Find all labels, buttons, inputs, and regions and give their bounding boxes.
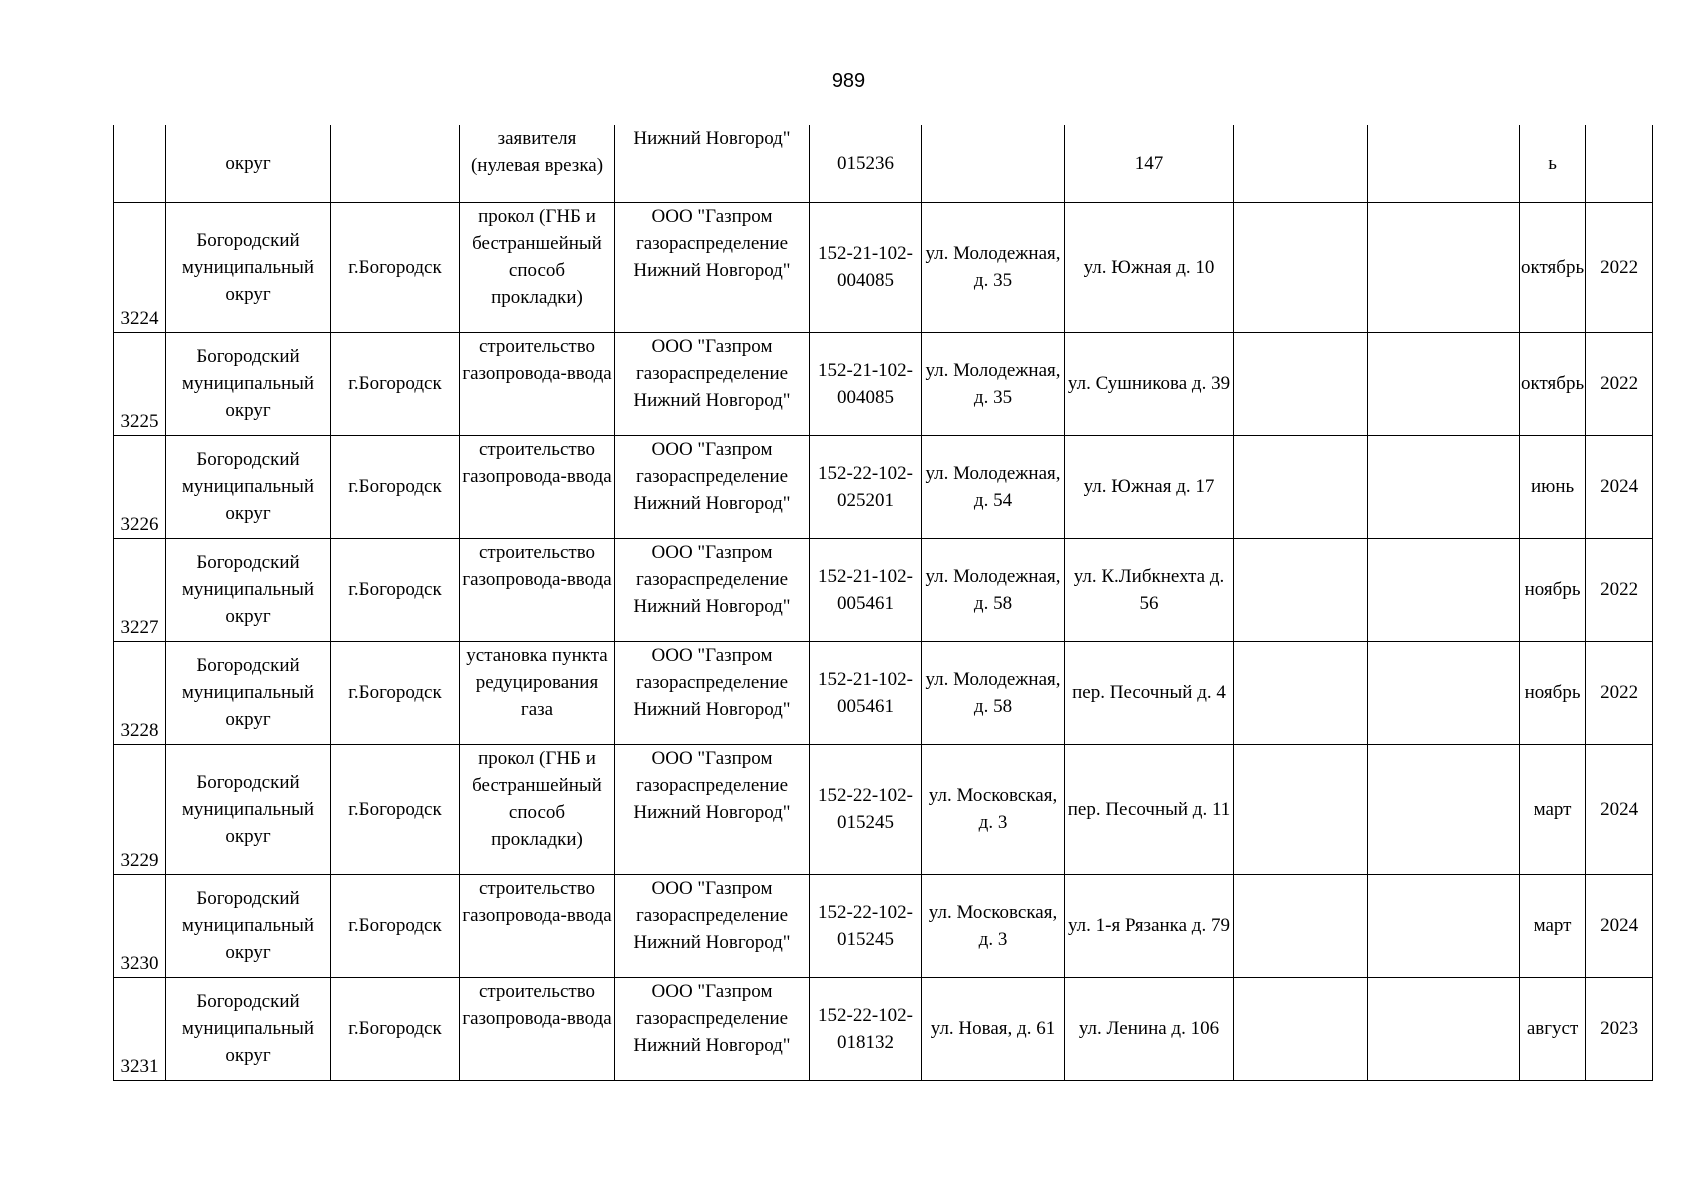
work-type-cell: строительство газопровода-ввода (460, 435, 615, 538)
district-cell: Богородский муниципальный округ (166, 977, 331, 1080)
organization-cell: ООО "Газпром газораспределение Нижний Новгород" (615, 641, 810, 744)
work-type-cell: прокол (ГНБ и бестраншейный способ прокладки) (460, 744, 615, 874)
connection-from-cell: ул. Московская, д. 3 (922, 744, 1065, 874)
connection-to-cell: ул. Южная д. 10 (1065, 202, 1234, 332)
locality-cell: г.Богородск (331, 874, 460, 977)
work-type-cell: заявителя (нулевая врезка) (460, 125, 615, 202)
month-cell: ноябрь (1520, 538, 1586, 641)
work-type-cell: строительство газопровода-ввода (460, 332, 615, 435)
row-number: 3230 (114, 874, 166, 977)
table-row (114, 977, 1653, 1080)
district-cell: Богородский муниципальный округ (166, 538, 331, 641)
year-cell: 2024 (1586, 744, 1653, 874)
district-cell: округ (166, 125, 331, 202)
connection-to-cell: пер. Песочный д. 4 (1065, 641, 1234, 744)
month-cell: ь (1520, 125, 1586, 202)
empty-cell (1234, 641, 1368, 744)
year-cell: 2022 (1586, 641, 1653, 744)
connection-to-cell: ул. 1-я Рязанка д. 79 (1065, 874, 1234, 977)
permit-code-cell: 152-21-102-004085 (810, 202, 922, 332)
month-cell: октябрь (1520, 202, 1586, 332)
table-row (114, 874, 1653, 977)
connection-to-cell: 147 (1065, 125, 1234, 202)
year-cell: 2022 (1586, 332, 1653, 435)
locality-cell: г.Богородск (331, 435, 460, 538)
empty-cell (1368, 641, 1520, 744)
row-number: 3229 (114, 744, 166, 874)
empty-cell (1368, 125, 1520, 202)
empty-cell (1368, 977, 1520, 1080)
connection-to-cell: ул. К.Либкнехта д. 56 (1065, 538, 1234, 641)
permit-code-cell: 152-22-102-025201 (810, 435, 922, 538)
empty-cell (1234, 538, 1368, 641)
table-row (114, 538, 1653, 641)
table-row (114, 435, 1653, 538)
year-cell: 2022 (1586, 202, 1653, 332)
locality-cell: г.Богородск (331, 641, 460, 744)
month-cell: октябрь (1520, 332, 1586, 435)
connection-from-cell: ул. Молодежная, д. 35 (922, 332, 1065, 435)
work-type-cell: строительство газопровода-ввода (460, 538, 615, 641)
month-cell: август (1520, 977, 1586, 1080)
table-row (114, 125, 1653, 202)
empty-cell (1234, 977, 1368, 1080)
work-type-cell: строительство газопровода-ввода (460, 977, 615, 1080)
month-cell: ноябрь (1520, 641, 1586, 744)
connection-from-cell: ул. Молодежная, д. 54 (922, 435, 1065, 538)
month-cell: март (1520, 874, 1586, 977)
organization-cell: ООО "Газпром газораспределение Нижний Новгород" (615, 874, 810, 977)
table-row (114, 641, 1653, 744)
locality-cell: г.Богородск (331, 332, 460, 435)
organization-cell: ООО "Газпром газораспределение Нижний Новгород" (615, 538, 810, 641)
month-cell: июнь (1520, 435, 1586, 538)
row-number (114, 125, 166, 202)
connection-to-cell: ул. Сушникова д. 39 (1065, 332, 1234, 435)
connection-to-cell: ул. Ленина д. 106 (1065, 977, 1234, 1080)
connection-from-cell: ул. Молодежная, д. 35 (922, 202, 1065, 332)
permit-code-cell: 152-22-102-015245 (810, 744, 922, 874)
empty-cell (1234, 332, 1368, 435)
work-type-cell: установка пункта редуцирования газа (460, 641, 615, 744)
connection-from-cell (922, 125, 1065, 202)
organization-cell: ООО "Газпром газораспределение Нижний Новгород" (615, 977, 810, 1080)
row-number: 3228 (114, 641, 166, 744)
month-cell: март (1520, 744, 1586, 874)
locality-cell: г.Богородск (331, 538, 460, 641)
empty-cell (1234, 435, 1368, 538)
year-cell: 2024 (1586, 874, 1653, 977)
district-cell: Богородский муниципальный округ (166, 435, 331, 538)
empty-cell (1368, 538, 1520, 641)
district-cell: Богородский муниципальный округ (166, 332, 331, 435)
district-cell: Богородский муниципальный округ (166, 874, 331, 977)
connection-to-cell: ул. Южная д. 17 (1065, 435, 1234, 538)
table-row (114, 332, 1653, 435)
empty-cell (1368, 744, 1520, 874)
table-body (114, 125, 1653, 1080)
empty-cell (1368, 874, 1520, 977)
connection-to-cell: пер. Песочный д. 11 (1065, 744, 1234, 874)
permit-code-cell: 152-22-102-018132 (810, 977, 922, 1080)
year-cell: 2023 (1586, 977, 1653, 1080)
row-number: 3226 (114, 435, 166, 538)
district-cell: Богородский муниципальный округ (166, 641, 331, 744)
year-cell: 2022 (1586, 538, 1653, 641)
district-cell: Богородский муниципальный округ (166, 202, 331, 332)
organization-cell: ООО "Газпром газораспределение Нижний Новгород" (615, 744, 810, 874)
connection-from-cell: ул. Московская, д. 3 (922, 874, 1065, 977)
permit-code-cell: 152-22-102-015245 (810, 874, 922, 977)
row-number: 3227 (114, 538, 166, 641)
permit-code-cell: 152-21-102-004085 (810, 332, 922, 435)
gasification-registry-table (113, 125, 1653, 1081)
permit-code-cell: 152-21-102-005461 (810, 641, 922, 744)
empty-cell (1368, 435, 1520, 538)
permit-code-cell: 015236 (810, 125, 922, 202)
table-row (114, 202, 1653, 332)
empty-cell (1368, 332, 1520, 435)
organization-cell: Нижний Новгород" (615, 125, 810, 202)
page-number: 989 (831, 70, 866, 92)
connection-from-cell: ул. Молодежная, д. 58 (922, 641, 1065, 744)
locality-cell (331, 125, 460, 202)
locality-cell: г.Богородск (331, 977, 460, 1080)
locality-cell: г.Богородск (331, 744, 460, 874)
empty-cell (1234, 125, 1368, 202)
work-type-cell: строительство газопровода-ввода (460, 874, 615, 977)
organization-cell: ООО "Газпром газораспределение Нижний Новгород" (615, 435, 810, 538)
table-row (114, 744, 1653, 874)
empty-cell (1234, 874, 1368, 977)
year-cell (1586, 125, 1653, 202)
work-type-cell: прокол (ГНБ и бестраншейный способ прокладки) (460, 202, 615, 332)
organization-cell: ООО "Газпром газораспределение Нижний Новгород" (615, 202, 810, 332)
district-cell: Богородский муниципальный округ (166, 744, 331, 874)
connection-from-cell: ул. Молодежная, д. 58 (922, 538, 1065, 641)
locality-cell: г.Богородск (331, 202, 460, 332)
year-cell: 2024 (1586, 435, 1653, 538)
empty-cell (1234, 744, 1368, 874)
row-number: 3231 (114, 977, 166, 1080)
connection-from-cell: ул. Новая, д. 61 (922, 977, 1065, 1080)
row-number: 3225 (114, 332, 166, 435)
empty-cell (1234, 202, 1368, 332)
row-number: 3224 (114, 202, 166, 332)
empty-cell (1368, 202, 1520, 332)
organization-cell: ООО "Газпром газораспределение Нижний Новгород" (615, 332, 810, 435)
permit-code-cell: 152-21-102-005461 (810, 538, 922, 641)
